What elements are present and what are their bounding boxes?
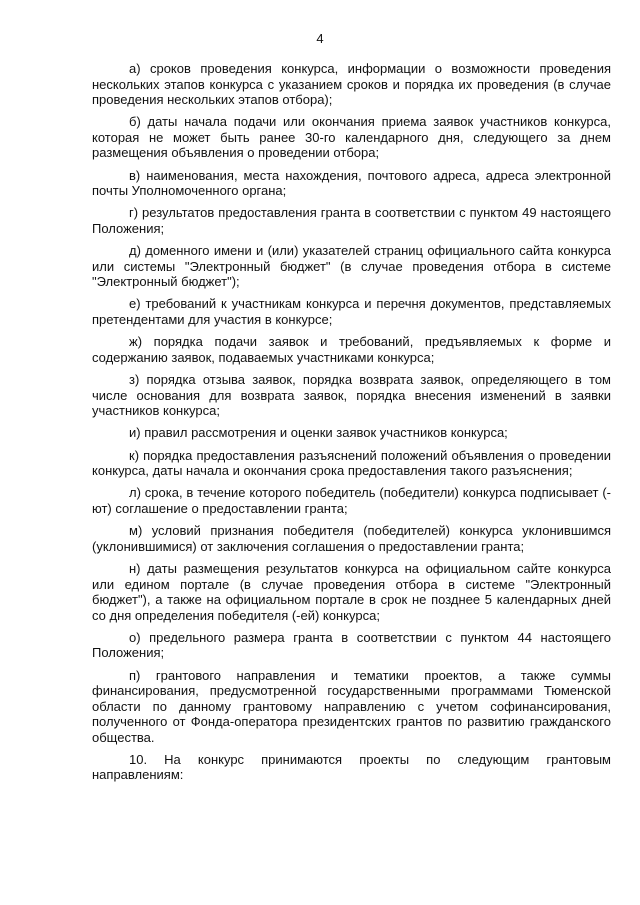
paragraph-section-10: 10. На конкурс принимаются проекты по следующим грантовым направлениям: xyxy=(92,751,611,783)
paragraph-item-p: п) грантового направления и тематики проектов, а также суммы финансирования, предусмотренной государственными программами Тюменской области по данному грантовому направлению с учетом софинансирования, полученного от Фонда-оператора президентских грантов по развитию гражданского общества. xyxy=(92,667,611,745)
paragraph-item-n: н) даты размещения результатов конкурса на официальном сайте конкурса или едином портале (в случае проведения отбора в системе "Электронный бюджет"), а также на официальном портале в срок не позднее 5 календарных дней со дня определения победителя (-ей) конкурса; xyxy=(92,561,611,623)
paragraph-item-o: о) предельного размера гранта в соответствии с пунктом 44 настоящего Положения; xyxy=(92,629,611,661)
paragraph-item-v: в) наименования, места нахождения, почтового адреса, адреса электронной почты Уполномоченного органа; xyxy=(92,167,611,199)
paragraph-item-e: е) требований к участникам конкурса и перечня документов, представляемых претендентами для участия в конкурсе; xyxy=(92,296,611,327)
paragraph-item-d: д) доменного имени и (или) указателей страниц официального сайта конкурса или системы "Электронный бюджет" (в случае проведения отбора в системе "Электронный бюджет"); xyxy=(92,243,611,290)
paragraph-item-l: л) срока, в течение которого победитель (победители) конкурса подписывает (-ют) соглашение о предоставлении гранта; xyxy=(92,485,611,516)
page-number: 4 xyxy=(316,31,324,46)
paragraph-item-i: и) правил рассмотрения и оценки заявок участников конкурса; xyxy=(129,425,508,441)
paragraph-item-g: г) результатов предоставления гранта в соответствии с пунктом 49 настоящего Положения; xyxy=(92,205,611,236)
paragraph-item-z: з) порядка отзыва заявок, порядка возврата заявок, определяющего в том числе основания для возврата заявок, порядка внесения изменений в заявки участников конкурса; xyxy=(92,372,611,419)
paragraph-item-b: б) даты начала подачи или окончания приема заявок участников конкурса, которая не может быть ранее 30-го календарного дня, следующего за днем размещения объявления о проведении отбора; xyxy=(92,114,611,161)
paragraph-item-a: а) сроков проведения конкурса, информации о возможности проведения нескольких этапов конкурса с указанием сроков и порядка их проведения (в случае проведения нескольких этапов отбора); xyxy=(92,61,611,107)
paragraph-item-k: к) порядка предоставления разъяснений положений объявления о проведении конкурса, даты начала и окончания срока предоставления такого разъяснения; xyxy=(92,447,611,479)
paragraph-item-m: м) условий признания победителя (победителей) конкурса уклонившимся (уклонившимися) от заключения соглашения о предоставлении гранта; xyxy=(92,523,611,554)
paragraph-item-zh: ж) порядка подачи заявок и требований, предъявляемых к форме и содержанию заявок, подаваемых участниками конкурса; xyxy=(92,334,611,365)
document-body xyxy=(92,61,611,790)
